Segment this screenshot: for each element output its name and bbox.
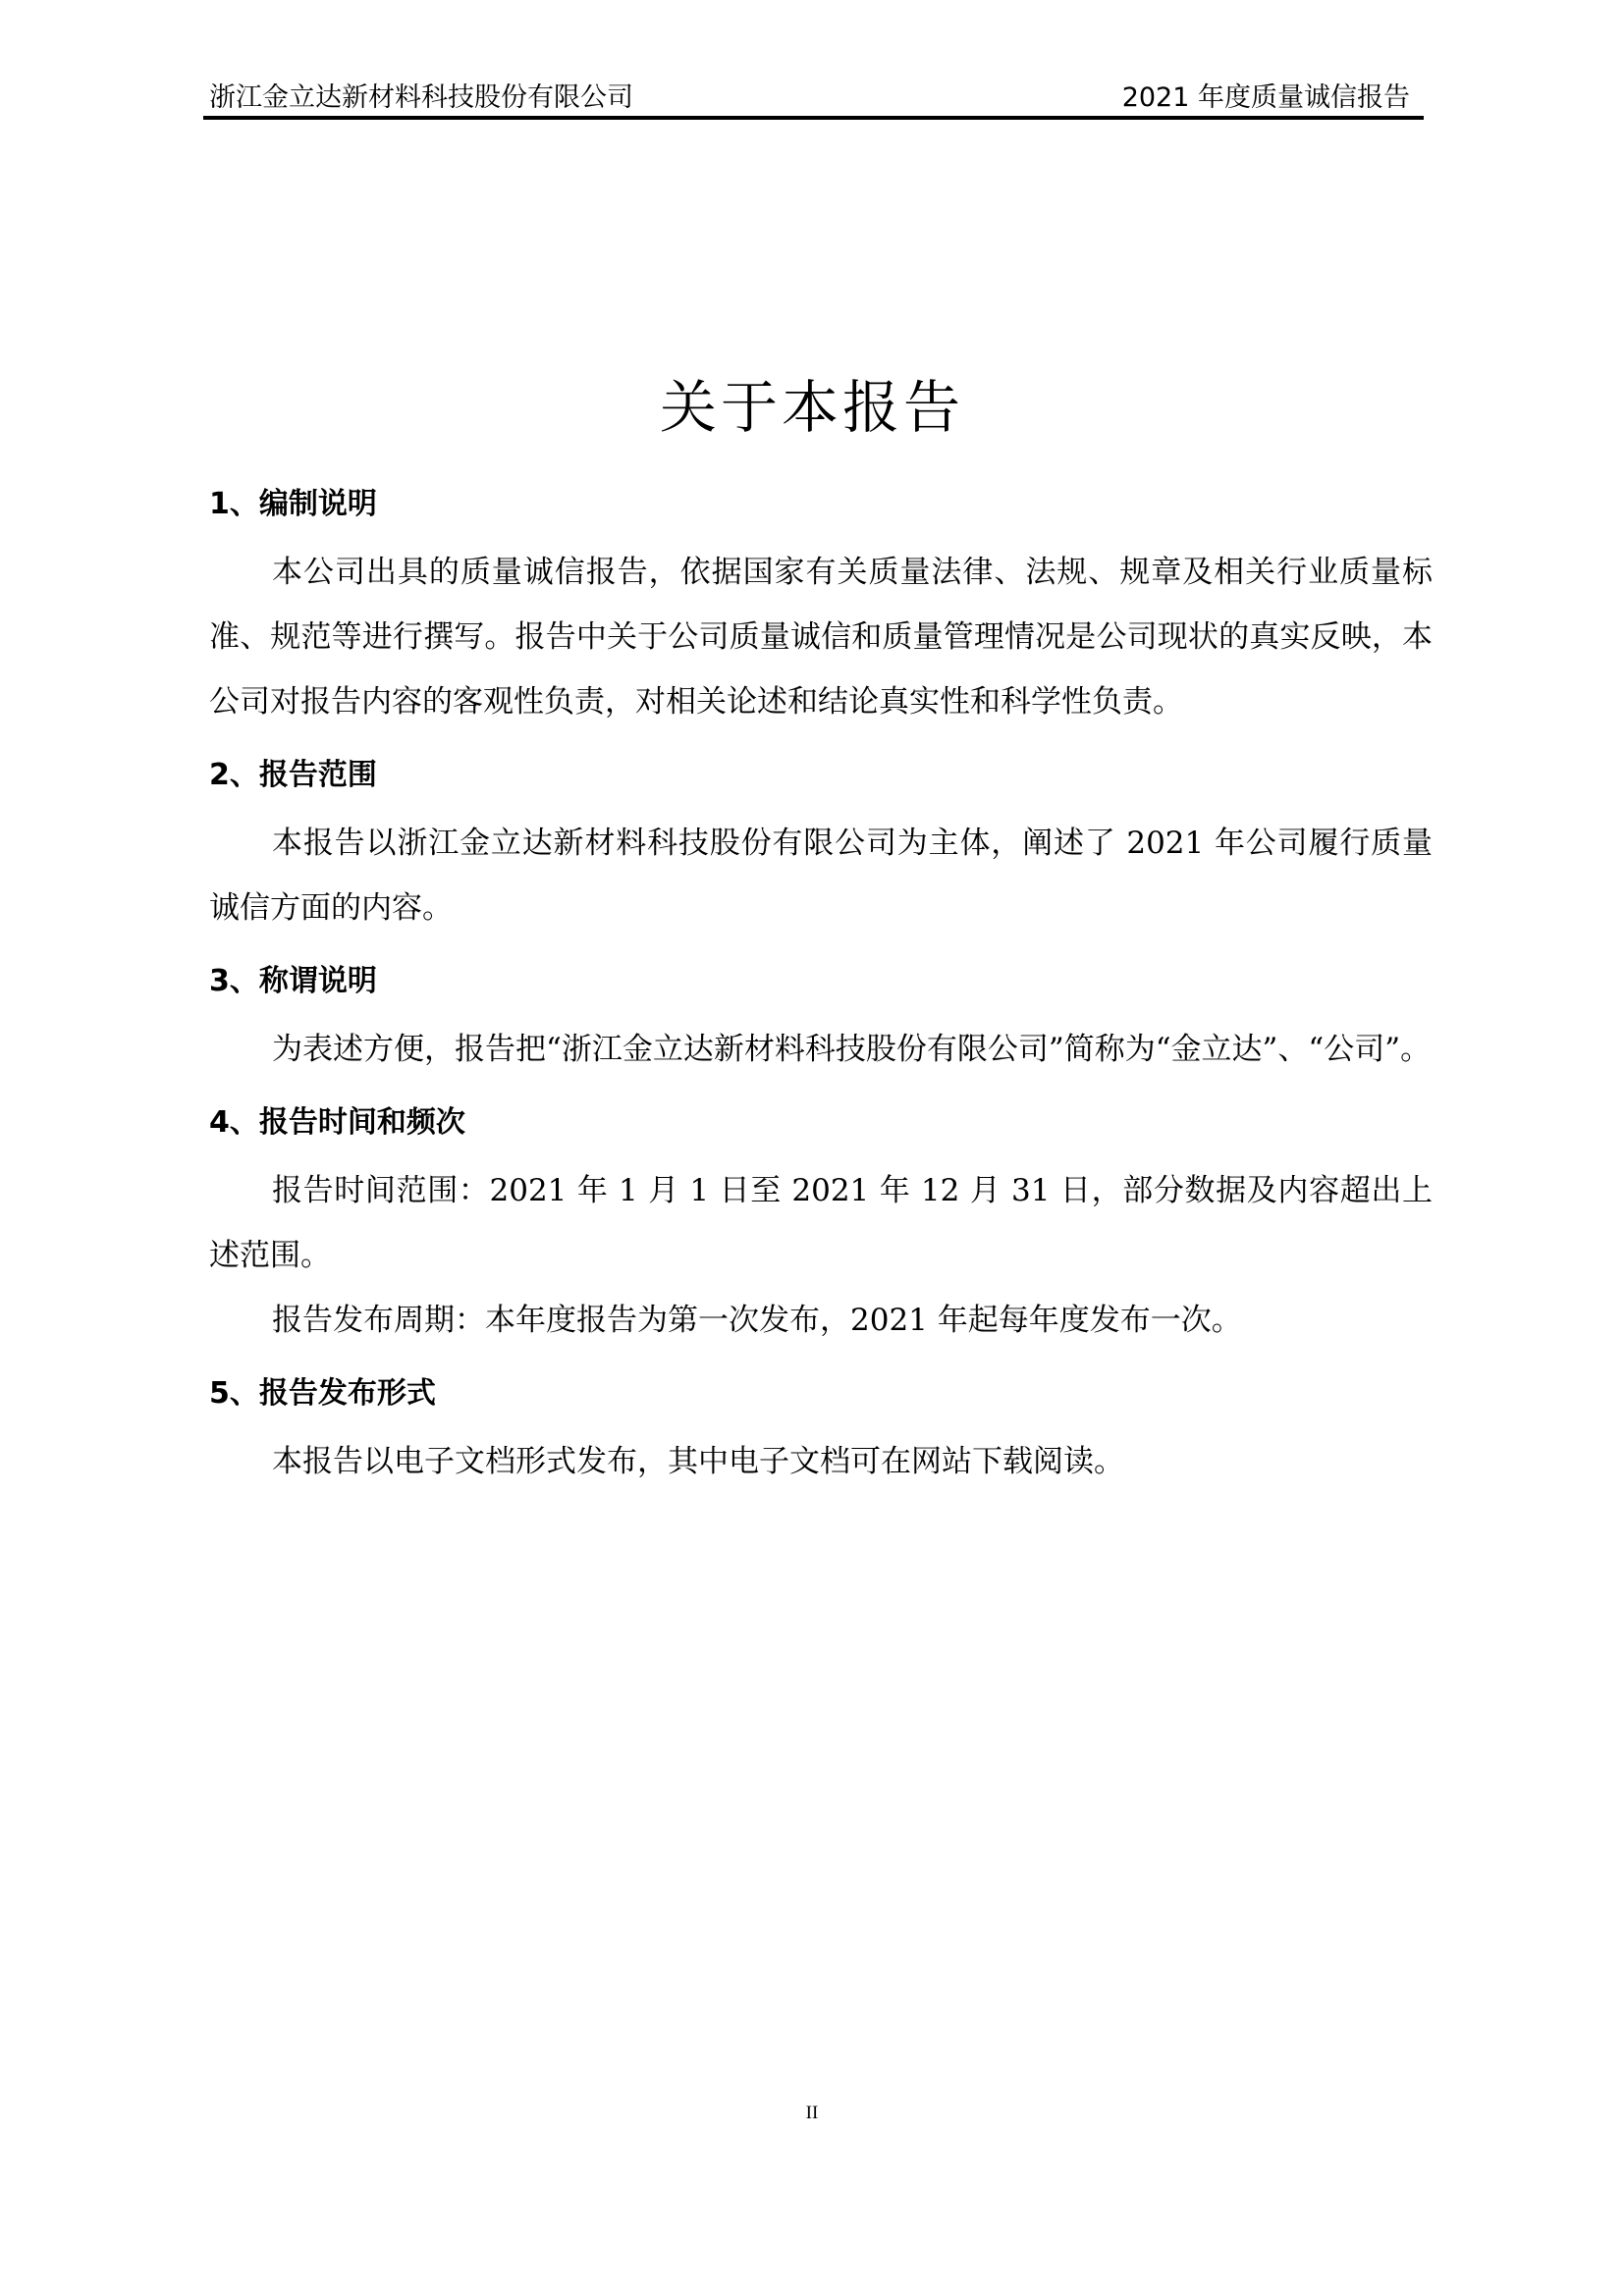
section-compilation <box>209 481 1433 734</box>
paragraph: 本报告以电子文档形式发布，其中电子文档可在网站下载阅读。 <box>272 1444 1124 1479</box>
section-naming <box>209 958 1433 1082</box>
paragraph: 报告发布周期：本年度报告为第一次发布，2021 年起每年度发布一次。 <box>272 1303 1242 1338</box>
page-title: 关于本报告 <box>659 374 964 441</box>
paragraph: 本公司出具的质量诚信报告，依据国家有关质量法律、法规、规章及相关行业质量标准、规范等进行撰写。报告中关于公司质量诚信和质量管理情况是公司现状的真实反映，本公司对报告内容的客观性负责，对相关论述和结论真实性和科学性负责。 <box>209 555 1433 720</box>
section-time-frequency <box>209 1099 1433 1353</box>
section-heading: 1、编制说明 <box>209 487 377 521</box>
section-publication-form <box>209 1370 1433 1494</box>
page-number: II <box>805 2103 819 2123</box>
section-heading: 2、报告范围 <box>209 758 377 792</box>
section-scope <box>209 752 1433 940</box>
page-header <box>203 71 1424 120</box>
header-report-name: 2021 年度质量诚信报告 <box>1121 82 1410 113</box>
section-heading: 4、报告时间和频次 <box>209 1105 465 1140</box>
section-heading: 3、称谓说明 <box>209 964 377 998</box>
paragraph: 报告时间范围：2021 年 1 月 1 日至 2021 年 12 月 31 日，部分数据及内容超出上述范围。 <box>209 1173 1433 1273</box>
section-heading: 5、报告发布形式 <box>209 1376 436 1411</box>
paragraph: 本报告以浙江金立达新材料科技股份有限公司为主体，阐述了 2021 年公司履行质量诚信方面的内容。 <box>209 826 1433 926</box>
header-company-name: 浙江金立达新材料科技股份有限公司 <box>209 82 633 113</box>
paragraph: 为表述方便，报告把“浙江金立达新材料科技股份有限公司”简称为“金立达”、“公司”。 <box>272 1032 1432 1067</box>
document-body <box>209 481 1433 1512</box>
